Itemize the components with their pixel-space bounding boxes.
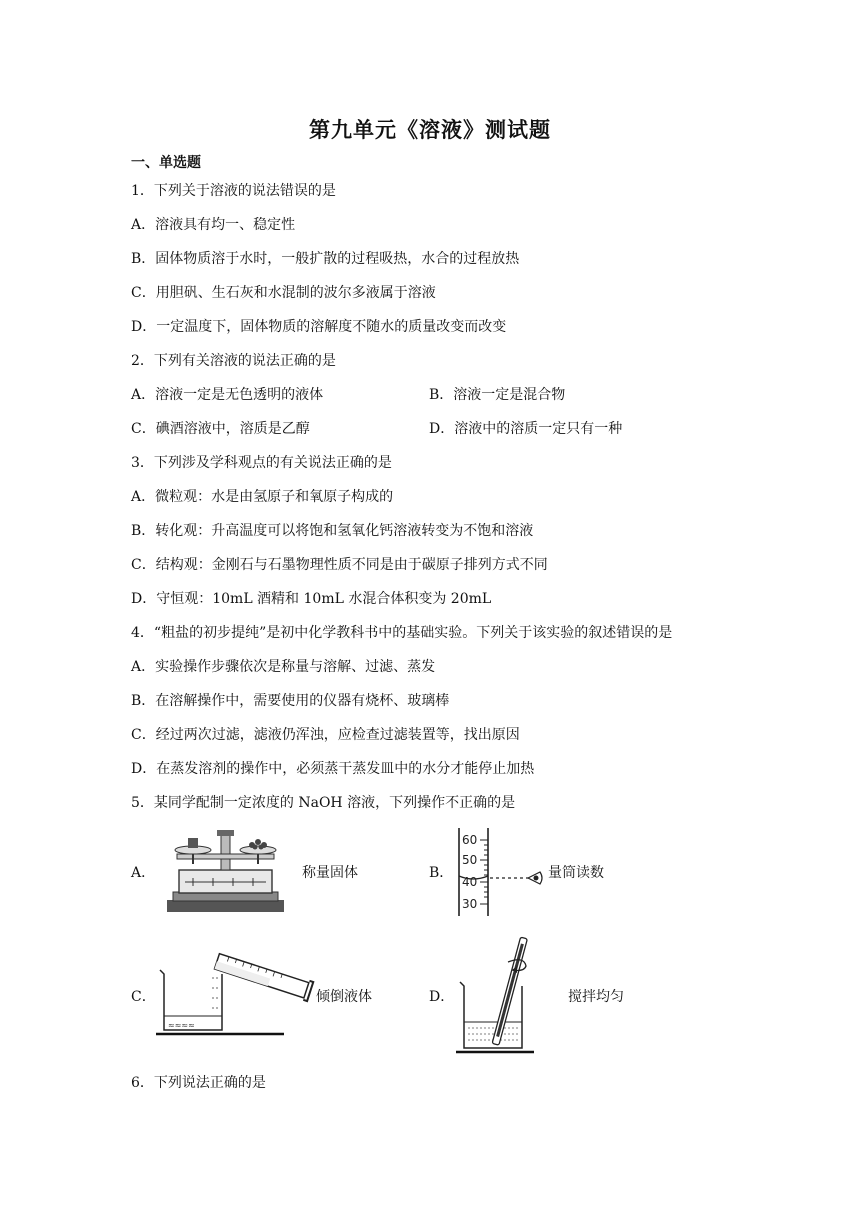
q5-option-b-label: B． [429, 865, 454, 881]
q4-option-a: A．实验操作步骤依次是称量与溶解、过滤、蒸发 [131, 659, 436, 675]
q5-option-a-label: A． [131, 865, 156, 881]
q4-option-c: C．经过两次过滤，滤液仍浑浊，应检查过滤装置等，找出原因 [131, 727, 520, 743]
tick-label-40: 40 [462, 875, 478, 889]
q3-option-c: C．结构观：金刚石与石墨物理性质不同是由于碳原子排列方式不同 [131, 557, 548, 573]
q2-option-a: A．溶液一定是无色透明的液体 [131, 387, 324, 403]
q4-option-b: B．在溶解操作中，需要使用的仪器有烧杯、玻璃棒 [131, 693, 450, 709]
q4-option-d: D．在蒸发溶剂的操作中，必须蒸干蒸发皿中的水分才能停止加热 [131, 761, 535, 777]
q2-option-b: B．溶液一定是混合物 [429, 387, 566, 403]
q2-option-d: D．溶液中的溶质一定只有一种 [429, 421, 623, 437]
q5-option-d-caption: 搅拌均匀 [568, 989, 624, 1005]
q5-stem: 5．某同学配制一定浓度的 NaOH 溶液，下列操作不正确的是 [131, 795, 516, 811]
section-heading: 一、单选题 [131, 155, 201, 171]
svg-text:≈≈≈≈: ≈≈≈≈ [168, 1021, 195, 1030]
tick-label-30: 30 [462, 897, 478, 911]
q1-option-b: B．固体物质溶于水时，一般扩散的过程吸热，水合的过程放热 [131, 251, 520, 267]
q3-option-d: D．守恒观：10mL 酒精和 10mL 水混合体积变为 20mL [131, 591, 492, 607]
q3-option-a: A．微粒观：水是由氢原子和氧原子构成的 [131, 489, 394, 505]
q5-option-b-caption: 量筒读数 [548, 865, 604, 881]
stirring-figure [454, 932, 544, 1056]
q5-option-d-label: D． [429, 989, 455, 1005]
tick-label-60: 60 [462, 833, 478, 847]
q5-option-a-caption: 称量固体 [302, 865, 358, 881]
q1-option-a: A．溶液具有均一、稳定性 [131, 217, 296, 233]
q4-stem: 4．“粗盐的初步提纯”是初中化学教科书中的基础实验。下列关于该实验的叙述错误的是 [131, 625, 673, 641]
q6-stem: 6．下列说法正确的是 [131, 1075, 266, 1091]
q1-stem: 1．下列关于溶液的说法错误的是 [131, 183, 336, 199]
pouring-figure [152, 946, 317, 1038]
q2-stem: 2．下列有关溶液的说法正确的是 [131, 353, 336, 369]
q1-option-d: D．一定温度下，固体物质的溶解度不随水的质量改变而改变 [131, 319, 507, 335]
page-title: 第九单元《溶液》测试题 [309, 118, 551, 142]
q1-option-c: C．用胆矾、生石灰和水混制的波尔多液属于溶液 [131, 285, 436, 301]
cylinder-reading-figure [456, 826, 546, 918]
balance-figure [163, 826, 288, 914]
q5-option-c-label: C． [131, 989, 156, 1005]
q2-option-c: C．碘酒溶液中，溶质是乙醇 [131, 421, 310, 437]
q5-option-c-caption: 倾倒液体 [316, 989, 372, 1005]
tick-label-50: 50 [462, 853, 478, 867]
q3-option-b: B．转化观：升高温度可以将饱和氢氧化钙溶液转变为不饱和溶液 [131, 523, 534, 539]
q3-stem: 3．下列涉及学科观点的有关说法正确的是 [131, 455, 392, 471]
